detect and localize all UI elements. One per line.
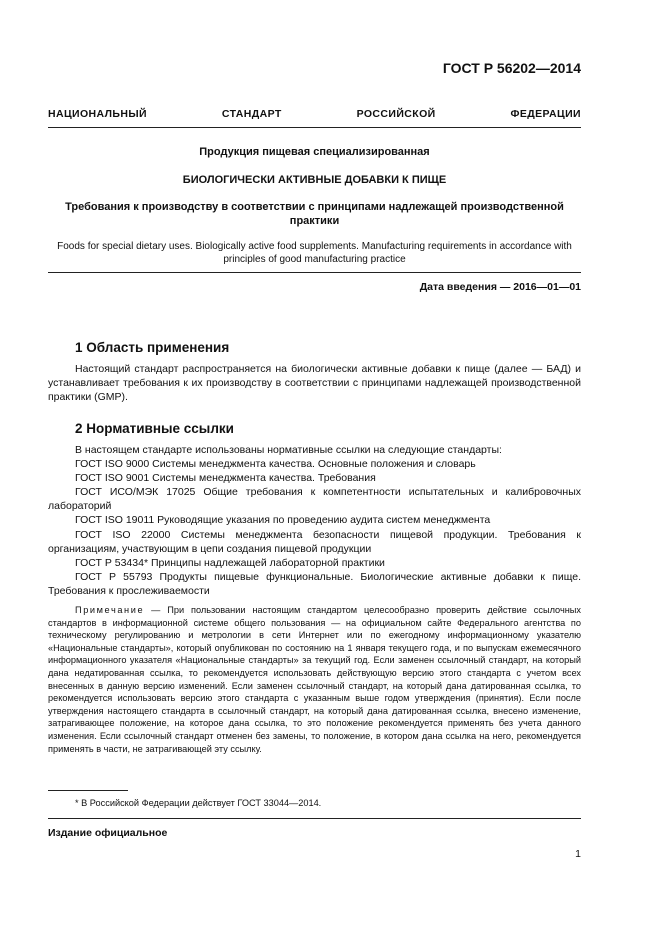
reference-item: ГОСТ ISO 19011 Руководящие указания по проведению аудита систем менеджмента [75,514,491,527]
standard-banner: НАЦИОНАЛЬНЫЙ СТАНДАРТ РОССИЙСКОЙ ФЕДЕРАЦИИ [48,108,581,120]
page-number: 1 [575,848,581,860]
title-divider [48,272,581,273]
title-subtitle-line2: практики [289,215,340,227]
section-1-text [48,362,581,405]
edition-label: Издание официальное [48,827,168,839]
reference-item: ГОСТ ISO 9000 Системы менеджмента качества. Основные положения и словарь [75,458,476,471]
note-paragraph [48,604,581,755]
header-divider [48,127,581,128]
footnote: * В Российской Федерации действует ГОСТ 33044—2014. [75,798,322,808]
reference-item: ГОСТ ИСО/МЭК 17025 Общие требования к компетентности испытательных и калибровочных лабораторий [48,486,581,513]
gost-number: ГОСТ Р 56202—2014 [442,60,581,76]
reference-item: ГОСТ ISO 22000 Системы менеджмента безопасности пищевой продукции. Требования к организациям, участвующим в цепи создания пищевой продукции [48,528,581,555]
reference-item: ГОСТ Р 55793 Продукты пищевые функциональные. Биологические активные добавки к пище. Требования к прослеживаемости [48,570,581,597]
note-text: — При пользовании настоящим стандартом целесообразно проверить действие ссылочных стандартов в информационной системе общего пользования — на официальном сайте Федерального агентства по техническому регулированию и метрологии в сети Интернет или по ежегодному информационному указателю «Национальные стандарты», который опубликован по состоянию на 1 января текущего года, и по выпускам ежемесячного информационного указателя «Национальные стандарты» за текущий год. Если заменен ссылочный стандарт, на который дана недатированная ссылка, то рекомендуется использовать действующую версию этого стандарта с учетом всех внесенных в данную версию изменений. Если заменен ссылочный стандарт, на который дана датированная ссылка, то рекомендуется использовать версию этого стандарта с указанным выше годом утверждения (принятия). Если после утверждения настоящего стандарта в ссылочный стандарт, на который дана датированная ссылка, внесено изменение, затрагивающее положение, на которое дана ссылка, то это положение рекомендуется применять без учета данного изменения. Если ссылочный стандарт отменен без замены, то положение, в котором дана ссылка на него, рекомендуется применять в части, не затрагивающей эту ссылку. [48,605,581,754]
title-subtitle [48,200,581,228]
note-label: Примечание [75,605,145,615]
title-english-line1: Foods for special dietary uses. Biologically active food supplements. Manufacturing requirements in accordance with [57,241,572,252]
normative-references [48,443,581,598]
reference-item: ГОСТ Р 53434* Принципы надлежащей лабораторной практики [75,556,385,569]
title-main: БИОЛОГИЧЕСКИ АКТИВНЫЕ ДОБАВКИ К ПИЩЕ [182,174,447,186]
effective-date: Дата введения — 2016—01—01 [419,281,581,293]
title-english-line2: principles of good manufacturing practice [223,254,406,265]
section-2-heading: 2 Нормативные ссылки [75,421,234,436]
title-english [48,240,581,266]
title-category: Продукция пищевая специализированная [199,146,430,158]
section-1-text-content: Настоящий стандарт распространяется на биологически активные добавки к пище (далее — БАД) и устанавливает требования к их производству в соответствии с принципами надлежащей производственной практики (GMP). [48,363,581,404]
references-intro: В настоящем стандарте использованы нормативные ссылки на следующие стандарты: [75,444,502,456]
reference-item: ГОСТ ISO 9001 Системы менеджмента качества. Требования [75,472,376,485]
footer-divider [48,818,581,819]
title-subtitle-line1: Требования к производству в соответствии с принципами надлежащей производственной [65,201,564,213]
footnote-divider [48,790,128,791]
section-1-heading: 1 Область применения [75,340,230,355]
